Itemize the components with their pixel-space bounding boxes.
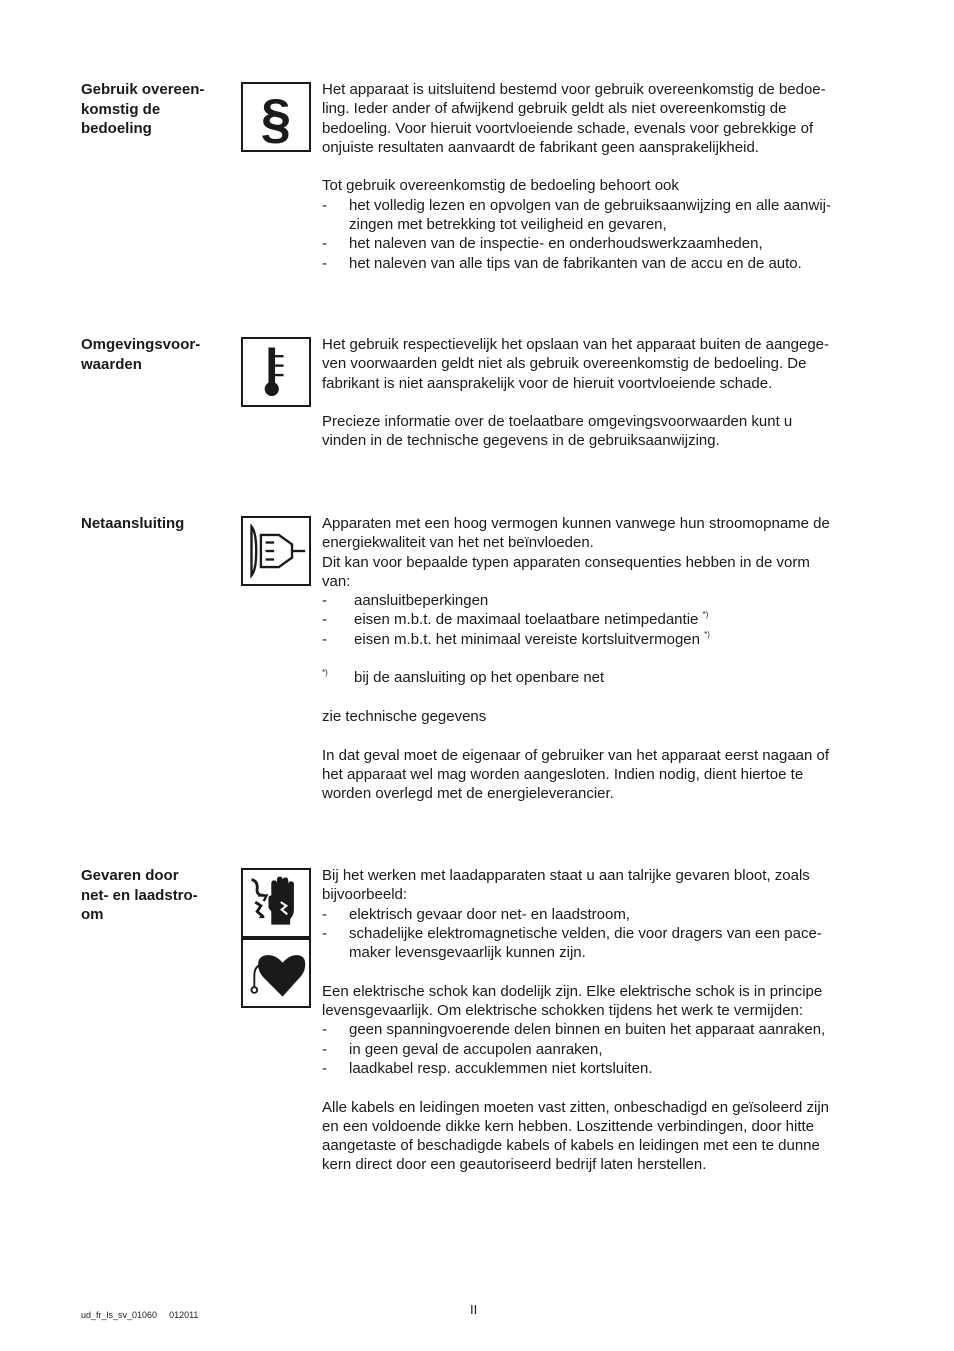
footnote-text: bij de aansluiting op het openbare net	[354, 669, 605, 687]
list-item: - schadelijke elektromagnetische velden, die voor dragers van een pace- maker levensgevaarlijk kunnen zijn.	[322, 924, 822, 962]
doc-code: ud_fr_ls_sv_01060	[81, 1310, 158, 1320]
section-text: Tot gebruik overeenkomstig de bedoeling behoort ook	[322, 177, 679, 195]
list-item: - eisen m.b.t. het minimaal vereiste kortsluitvermogen *)	[322, 629, 710, 648]
section-text: Een elektrische schok kan dodelijk zijn. Elke elektrische schok is in principe levensgevaarlijk. Om elektrische schokken tijdens het werk te vermijden:	[322, 982, 823, 1020]
section-heading: Omgevingsvoor- waarden	[81, 336, 201, 373]
date-code: 012011	[169, 1310, 199, 1320]
footnote-marker: *)	[702, 610, 709, 620]
section-heading: Gevaren door net- en laadstro- om	[81, 867, 198, 923]
svg-text:§: §	[260, 87, 292, 150]
page-number: II	[470, 1302, 478, 1317]
section-text: Het apparaat is uitsluitend bestemd voor gebruik overeenkomstig de bedoe- ling. Ieder ander of afwijkend gebruik geldt als niet overeenkomstig de bedoeling. Voor hieruit voortvloeiende schade, evenals voor gebrekkige of onjuiste resultaten aanvaardt de fabrikant geen aansprakelijkheid.	[322, 81, 826, 156]
list-item: - aansluitbeperkingen	[322, 592, 489, 610]
footnote	[322, 668, 878, 687]
electric-shock-hand-icon	[241, 868, 311, 938]
list-item: - laadkabel resp. accuklemmen niet kortsluiten.	[322, 1059, 653, 1077]
list-item: - het naleven van alle tips van de fabrikanten van de accu en de auto.	[322, 254, 802, 272]
section-text: Apparaten met een hoog vermogen kunnen vanwege hun stroomopname de energiekwaliteit van het net beïnvloeden. Dit kan voor bepaalde typen apparaten consequenties hebben in de vorm van:	[322, 515, 830, 590]
pacemaker-heart-icon	[241, 938, 311, 1008]
list-item: - het naleven van de inspectie- en onderhoudswerkzaamheden,	[322, 235, 763, 253]
section-text: Precieze informatie over de toelaatbare omgevingsvoorwaarden kunt u vinden in de technische gegevens in de gebruiksaanwijzing.	[322, 413, 793, 450]
list-item: - in geen geval de accupolen aanraken,	[322, 1040, 603, 1058]
section-text: Bij het werken met laadapparaten staat u aan talrijke gevaren bloot, zoals bijvoorbeeld:	[322, 867, 810, 904]
section-text: zie technische gegevens	[322, 707, 487, 725]
section-heading: Gebruik overeen- komstig de bedoeling	[81, 81, 205, 137]
list-item: - elektrisch gevaar door net- en laadstroom,	[322, 905, 630, 923]
section-text: Het gebruik respectievelijk het opslaan van het apparaat buiten de aangege- ven voorwaarden geldt niet als gebruik overeenkomstig de bedoeling. De fabrikant is niet aansprakelijk voor de hieruit voortvloeiende schade.	[322, 336, 830, 392]
footnote-marker: *)	[704, 629, 710, 639]
power-plug-icon	[241, 516, 311, 586]
paragraph-sign-icon	[241, 82, 311, 152]
footer-document-code	[81, 1310, 198, 1320]
footnote-marker: *)	[322, 668, 328, 678]
list-item: - eisen m.b.t. de maximaal toelaatbare netimpedantie *)	[322, 610, 709, 629]
section-text: In dat geval moet de eigenaar of gebruiker van het apparaat eerst nagaan of het apparaat wel mag worden aangesloten. Indien nodig, dient hiertoe te worden overlegd met de energieleverancier.	[322, 746, 830, 803]
thermometer-icon	[241, 337, 311, 407]
section-text: Alle kabels en leidingen moeten vast zitten, onbeschadigd en geïsoleerd zijn en een voldoende dikke kern hebben. Loszittende verbindingen, door hitte aangetaste of beschadigde kabels of kabels en leidingen met een te dunne kern direct door een geautoriseerd bedrijf laten herstellen.	[322, 1098, 829, 1174]
section-heading: Netaansluiting	[81, 515, 185, 532]
list-item: - geen spanningvoerende delen binnen en buiten het apparaat aanraken,	[322, 1021, 826, 1039]
list-item: - het volledig lezen en opvolgen van de gebruiksaanwijzing en alle aanwij- zingen met betrekking tot veiligheid en gevaren,	[322, 196, 831, 234]
